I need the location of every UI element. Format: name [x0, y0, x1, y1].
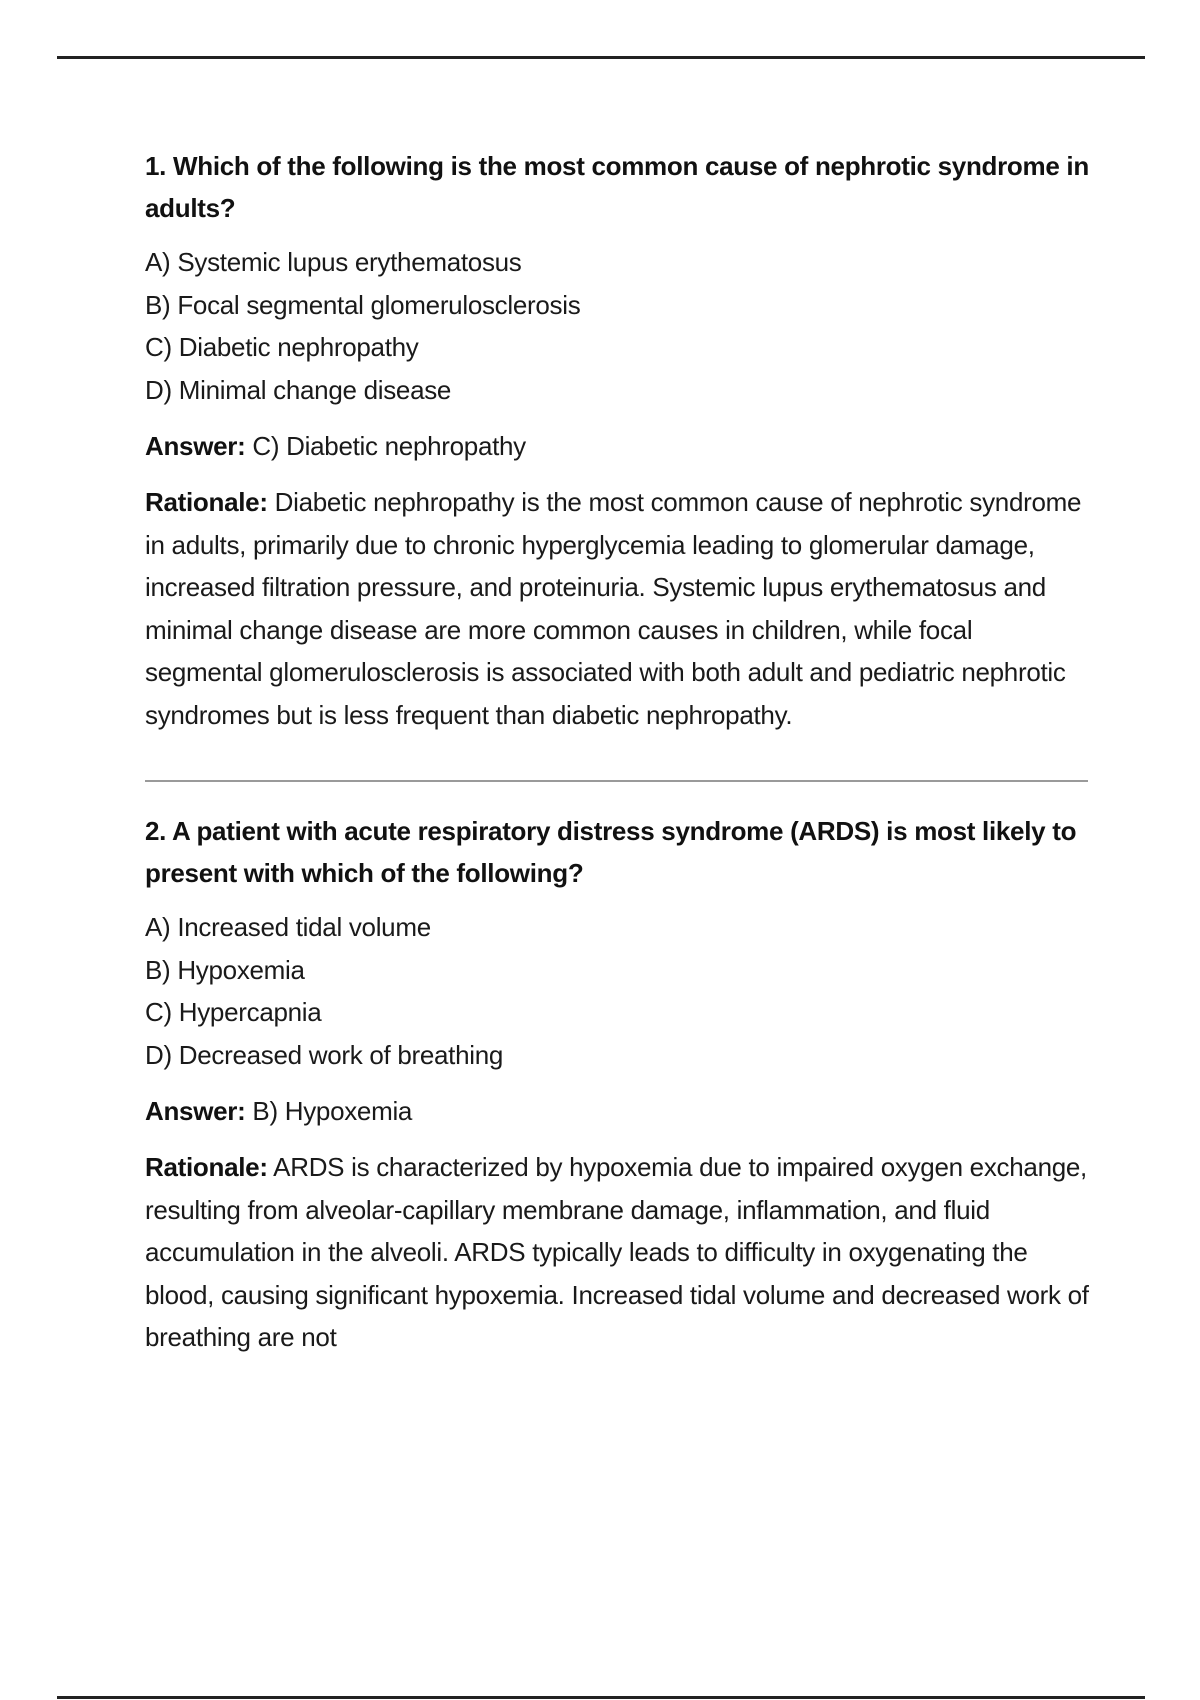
rationale-label: Rationale:: [145, 1152, 268, 1182]
answer-line: [145, 425, 1095, 467]
option-d: D) Decreased work of breathing: [145, 1039, 504, 1070]
answer-value: C) Diabetic nephropathy: [245, 431, 526, 461]
page-bottom-rule: [57, 1696, 1145, 1699]
option-c: C) Diabetic nephropathy: [145, 332, 419, 362]
option-a: A) Systemic lupus erythematosus: [145, 247, 522, 277]
options-list: [145, 241, 1095, 411]
question-block-1: [145, 145, 1095, 736]
answer-value: B) Hypoxemia: [245, 1096, 413, 1126]
rationale-text: ARDS is characterized by hypoxemia due to impaired oxygen exchange, resulting from alveolar-capillary membrane damage, inflammation, and fluid accumulation in the alveoli. ARDS typically leads to difficulty in oxygenating the blood, causing significant hypoxemia. Increased tidal volume and decreased work of breathing are not: [145, 1152, 1089, 1352]
question-separator: [145, 780, 1088, 782]
rationale-text: Diabetic nephropathy is the most common cause of nephrotic syndrome in adults, primarily due to chronic hyperglycemia leading to glomerular damage, increased filtration pressure, and proteinuria. Systemic lupus erythematosus and minimal change disease are more common causes in children, while focal segmental glomerulosclerosis is associated with both adult and pediatric nephrotic syndromes but is less frequent than diabetic nephropathy.: [145, 487, 1082, 730]
question-text: 1. Which of the following is the most common cause of nephrotic syndrome in adults?: [145, 151, 1089, 223]
page-top-rule: [57, 56, 1145, 59]
option-b: B) Focal segmental glomerulosclerosis: [145, 289, 581, 320]
option-b: B) Hypoxemia: [145, 954, 305, 985]
question-text: 2. A patient with acute respiratory distress syndrome (ARDS) is most likely to present with which of the following?: [145, 816, 1077, 888]
document-content: [145, 145, 1095, 1359]
option-a: A) Increased tidal volume: [145, 912, 431, 942]
rationale-paragraph: [145, 1146, 1095, 1359]
answer-label: Answer:: [145, 1096, 246, 1126]
answer-label: Answer:: [145, 431, 246, 461]
option-c: C) Hypercapnia: [145, 997, 322, 1027]
answer-line: [145, 1090, 1095, 1132]
option-d: D) Minimal change disease: [145, 374, 452, 405]
options-list: [145, 906, 1095, 1076]
rationale-label: Rationale:: [145, 487, 268, 517]
rationale-paragraph: [145, 481, 1095, 736]
question-block-2: [145, 810, 1095, 1359]
